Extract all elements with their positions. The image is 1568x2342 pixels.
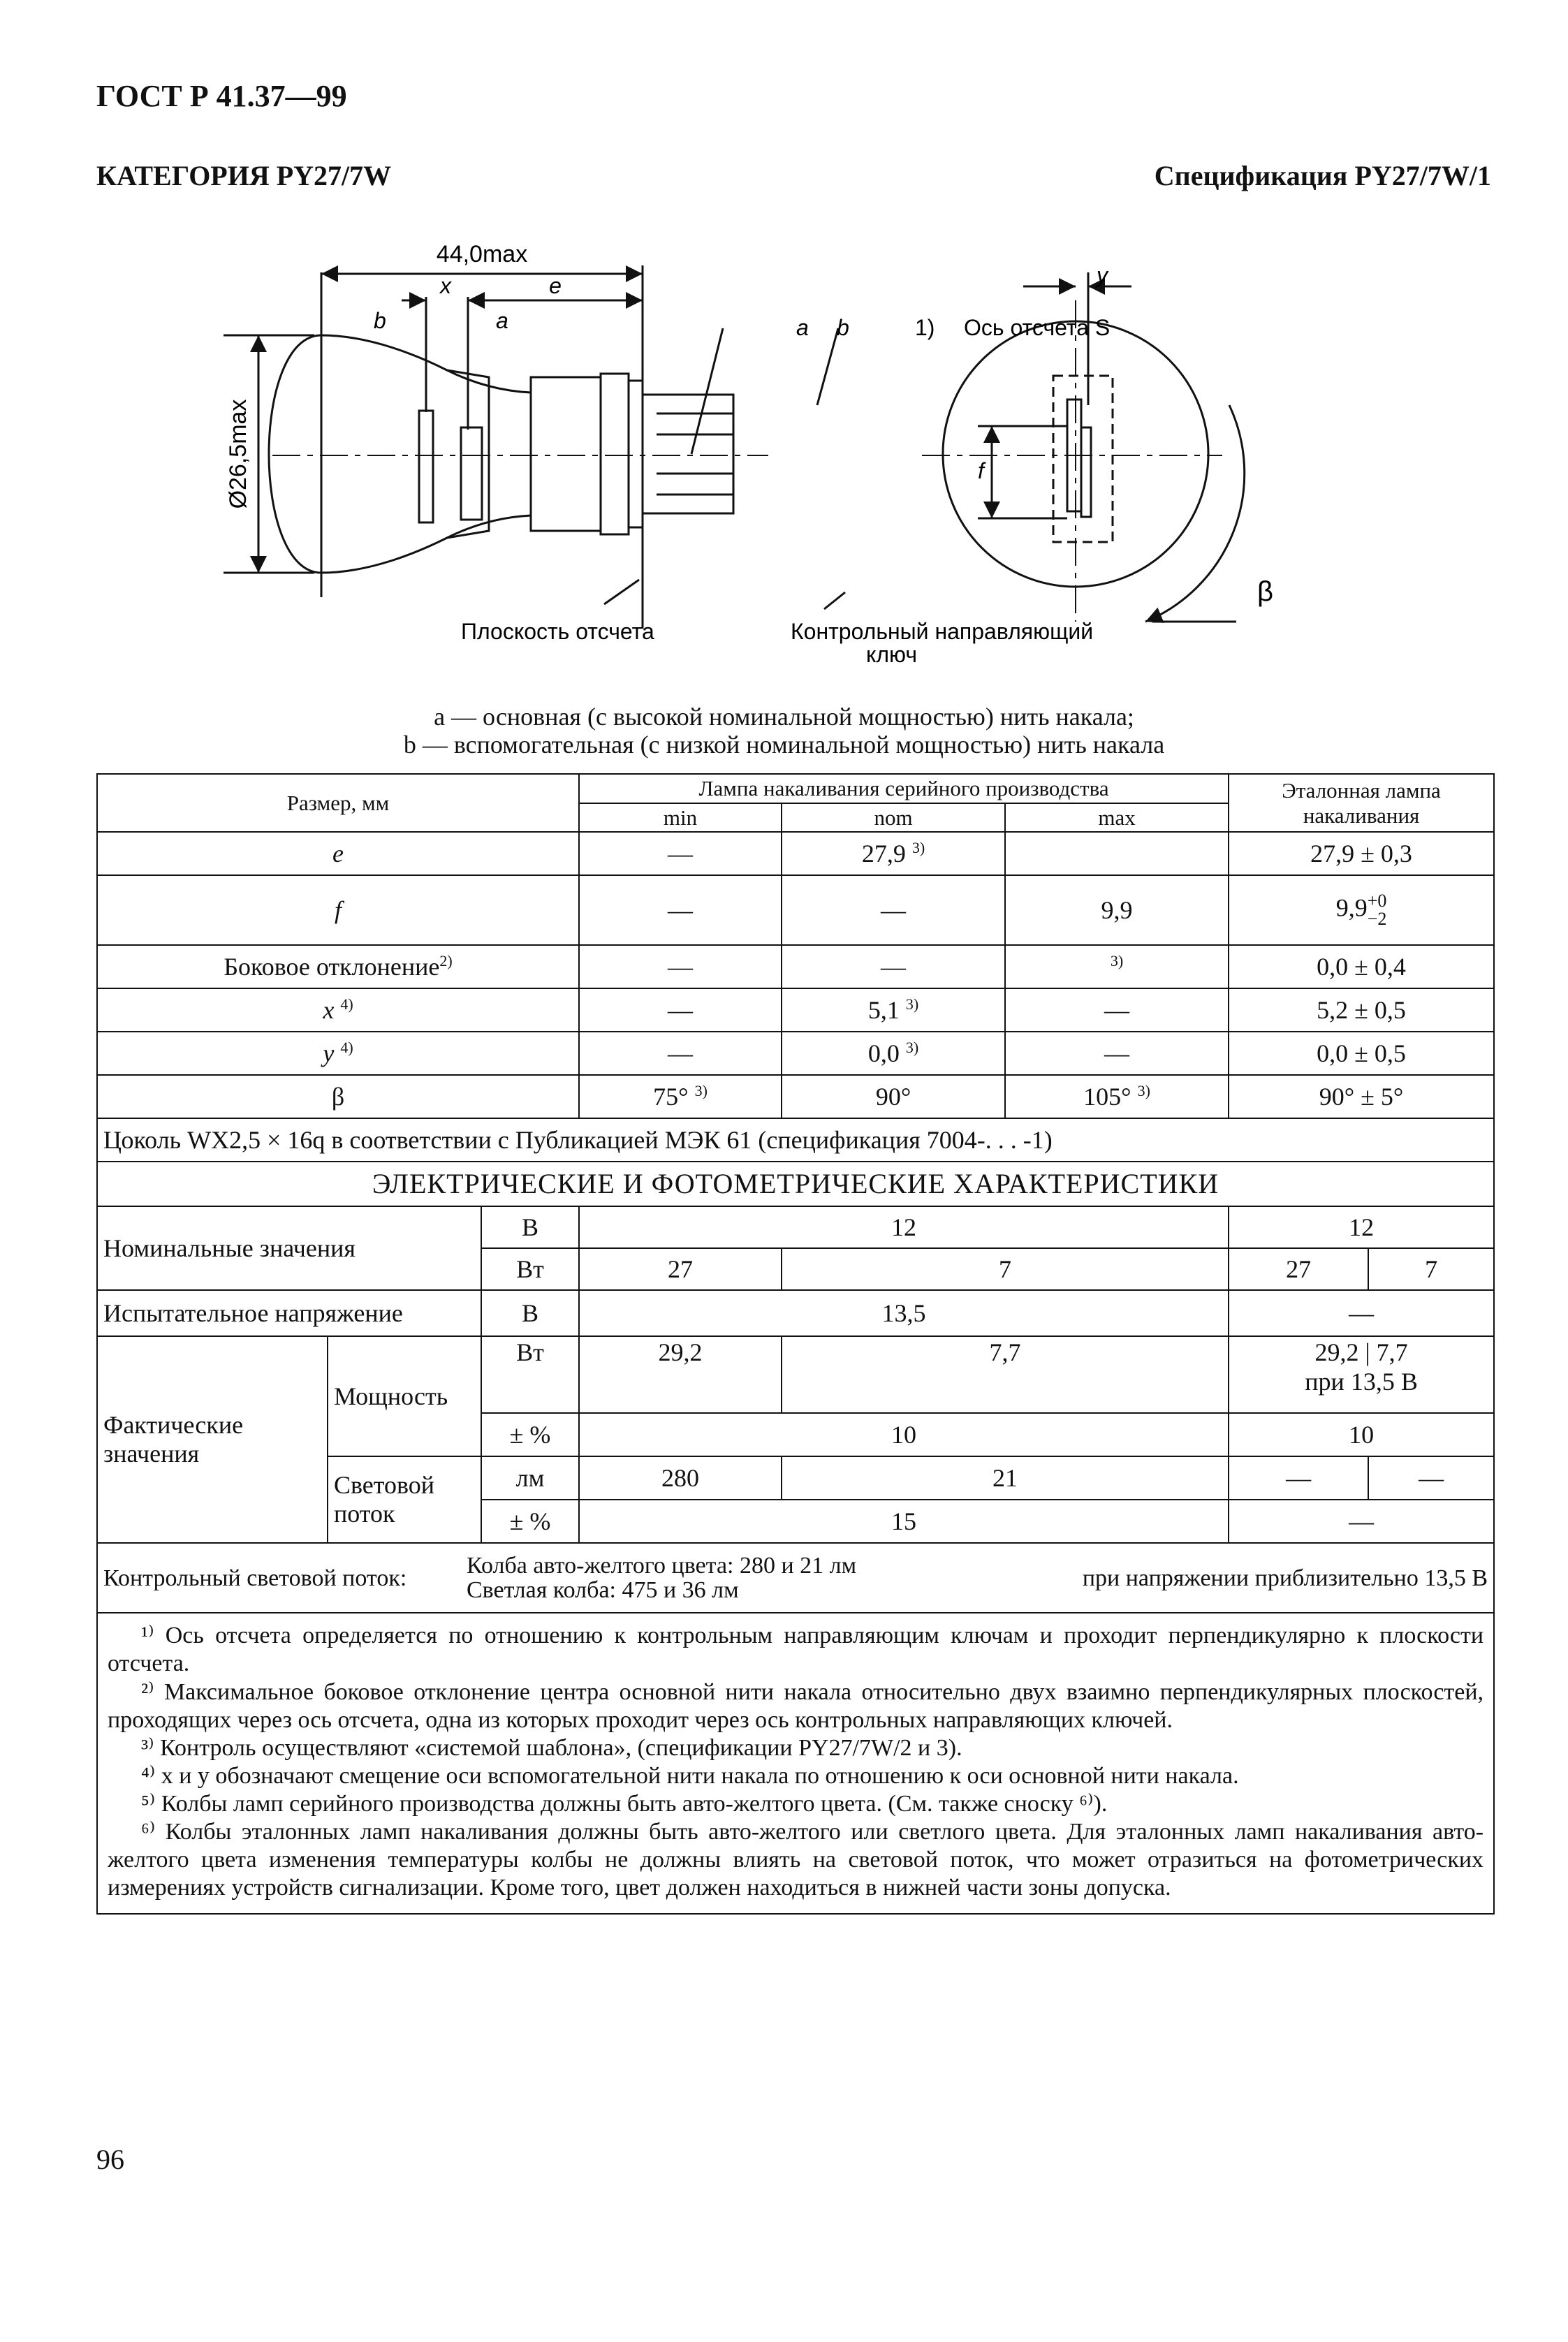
nominal-label: Номинальные значения xyxy=(97,1206,481,1290)
dim-nom: 27,9 xyxy=(861,840,906,868)
table-row xyxy=(97,832,1494,875)
actual-values-label: Фактические значения xyxy=(97,1336,328,1543)
filament-a-label: a xyxy=(496,308,508,333)
dim-diameter-label: Ø26,5max xyxy=(225,399,251,509)
nominal-power-serial-aux: 7 xyxy=(782,1248,1229,1290)
note-1-label: 1) xyxy=(915,315,935,340)
dim-ref: 27,9 ± 0,3 xyxy=(1229,832,1494,875)
footnote-ref: 3) xyxy=(1110,952,1124,970)
cap-description: Цоколь WX2,5 × 16q в соответствии с Публикацией МЭК 61 (спецификация 7004-. . . -1) xyxy=(97,1118,1494,1162)
dimension-header: Размер, мм xyxy=(97,774,579,832)
category-title: КАТЕГОРИЯ PY27/7W xyxy=(96,160,392,191)
footnote-3: ³⁾ Контроль осуществляют «системой шаблона», (спецификации PY27/7W/2 и 3). xyxy=(141,1734,962,1761)
control-flux-label: Контрольный световой поток: xyxy=(103,1565,407,1591)
actual-power-ref: 29,2 | 7,7 xyxy=(1314,1338,1408,1367)
specification-title: Спецификация PY27/7W/1 xyxy=(1154,160,1491,191)
footnote-4: ⁴⁾ x и y обозначают смещение оси вспомогательной нити накала по отношению к оси основной нити накала. xyxy=(141,1762,1239,1789)
beta-label: β xyxy=(1257,576,1274,607)
footnote-5: ⁵⁾ Колбы ламп серийного производства должны быть авто-желтого цвета. (См. также сноску ⁶⁾). xyxy=(141,1790,1108,1817)
control-flux-row xyxy=(97,1543,1494,1613)
actual-power-serial-main: 29,2 xyxy=(579,1336,782,1413)
dim-nom: — xyxy=(782,875,1005,945)
footnote-1: ¹⁾ Ось отсчета определяется по отношению к контрольным направляющим ключам и проходит перпендикулярно к плоскости отсчета. xyxy=(108,1623,1484,1677)
filament-b xyxy=(419,411,433,522)
actual-power-serial-aux: 7,7 xyxy=(782,1336,1229,1413)
cap-b-label: b xyxy=(837,315,849,340)
dim-max: 105° xyxy=(1083,1083,1131,1111)
dim-ref: 90° ± 5° xyxy=(1229,1075,1494,1118)
table-row xyxy=(97,988,1494,1032)
dim-ref: 9,9 xyxy=(1335,893,1368,922)
footnote-ref: 3) xyxy=(1137,1082,1150,1100)
dim-name: e xyxy=(332,839,344,868)
footnote-ref: 3) xyxy=(905,1039,919,1057)
test-voltage-serial: 13,5 xyxy=(579,1290,1229,1336)
flux-tolerance-serial: 15 xyxy=(579,1500,1229,1543)
dim-min: — xyxy=(579,832,782,875)
bulb-outline xyxy=(269,335,489,573)
dim-y-label: y xyxy=(1097,263,1108,288)
dim-ref: 0,0 ± 0,4 xyxy=(1229,945,1494,988)
key-label: Контрольный направляющий xyxy=(791,619,1094,644)
filament-a xyxy=(461,427,482,520)
control-flux-clear: Светлая колба: 475 и 36 лм xyxy=(467,1577,739,1604)
unit-cell: лм xyxy=(481,1456,579,1500)
actual-flux-serial-aux: 21 xyxy=(782,1456,1229,1500)
cap-row xyxy=(97,1118,1494,1162)
unit-cell: ± % xyxy=(481,1500,579,1543)
nominal-power-ref-main: 27 xyxy=(1229,1248,1368,1290)
dim-min: — xyxy=(579,875,782,945)
key-label-cont: ключ xyxy=(866,642,917,667)
dim-name: f xyxy=(335,895,342,924)
footnote-2: ²⁾ Максимальное боковое отклонение центра основной нити накала относительно двух взаимно перпендикулярных плоскостей, проходящих через ось отсчета, одна из которых проходит через ось контрольных направляющих ключей. xyxy=(108,1678,1484,1733)
dim-max: 9,9 xyxy=(1005,875,1229,945)
col-min: min xyxy=(579,803,782,833)
dim-f-label: f xyxy=(978,458,984,483)
power-tolerance-serial: 10 xyxy=(579,1413,1229,1456)
tolerance-stack: +0 −2 xyxy=(1367,891,1387,930)
unit-cell: ± % xyxy=(481,1413,579,1456)
table-row xyxy=(97,1032,1494,1075)
notes-row xyxy=(97,1613,1494,1914)
table-row xyxy=(97,945,1494,988)
actual-power-ref-condition: при 13,5 В xyxy=(1305,1367,1418,1396)
dim-max: — xyxy=(1005,1032,1229,1075)
table-row xyxy=(97,875,1494,945)
dim-nom: 0,0 xyxy=(867,1039,900,1068)
actual-flux-serial-main: 280 xyxy=(579,1456,782,1500)
page-number: 96 xyxy=(96,2144,124,2175)
unit-cell: В xyxy=(481,1206,579,1248)
test-voltage-ref: — xyxy=(1229,1290,1494,1336)
footnotes xyxy=(97,1613,1494,1914)
control-flux-condition: при напряжении приблизительно 13,5 В xyxy=(1082,1565,1488,1591)
dim-max xyxy=(1005,832,1229,875)
footnote-ref: 2) xyxy=(439,952,453,970)
nominal-power-serial-main: 27 xyxy=(579,1248,782,1290)
table-row xyxy=(97,1336,1494,1413)
nominal-voltage-ref: 12 xyxy=(1229,1206,1494,1248)
col-max: max xyxy=(1005,803,1229,833)
ref-plane-label: Плоскость отсчета xyxy=(461,619,654,644)
power-label: Мощность xyxy=(328,1336,481,1456)
dim-min: — xyxy=(579,1032,782,1075)
actual-flux-ref-main: — xyxy=(1229,1456,1368,1500)
control-flux-layout xyxy=(103,1553,1488,1603)
dim-max: — xyxy=(1005,988,1229,1032)
unit-cell: В xyxy=(481,1290,579,1336)
dim-min: — xyxy=(579,988,782,1032)
legend-filament-b: b — вспомогательная (с низкой номинальной мощностью) нить накала xyxy=(403,731,1165,759)
test-voltage-label: Испытательное напряжение xyxy=(97,1290,481,1336)
footnote-ref: 3) xyxy=(694,1082,708,1100)
section-title: ЭЛЕКТРИЧЕСКИЕ И ФОТОМЕТРИЧЕСКИЕ ХАРАКТЕРИСТИКИ xyxy=(97,1162,1494,1206)
flux-tolerance-ref: — xyxy=(1229,1500,1494,1543)
col-nom: nom xyxy=(782,803,1005,833)
control-flux-yellow: Колба авто-желтого цвета: 280 и 21 лм xyxy=(467,1552,857,1579)
section-row xyxy=(97,1162,1494,1206)
unit-cell: Вт xyxy=(481,1248,579,1290)
footnote-ref: 3) xyxy=(911,839,925,857)
dim-name: x xyxy=(323,996,335,1025)
actual-flux-ref-aux: — xyxy=(1368,1456,1494,1500)
table-row xyxy=(97,1206,1494,1248)
dim-name: Боковое отклонение xyxy=(224,953,440,981)
lamp-drawing xyxy=(210,230,1439,678)
legend-filament-a: a — основная (с высокой номинальной мощностью) нить накала; xyxy=(434,703,1134,731)
specification-table xyxy=(96,773,1495,1915)
footnote-ref: 4) xyxy=(340,995,353,1013)
nominal-power-ref-aux: 7 xyxy=(1368,1248,1494,1290)
cap-a-label: a xyxy=(796,315,809,340)
nominal-voltage-serial: 12 xyxy=(579,1206,1229,1248)
footnote-ref: 4) xyxy=(340,1039,353,1057)
dim-name: y xyxy=(323,1039,335,1068)
axis-label: Ось отсчета S xyxy=(964,315,1111,340)
reference-lamp-header: Эталонная лампа накаливания xyxy=(1229,774,1494,832)
lamp-cap xyxy=(531,377,601,531)
unit-cell: Вт xyxy=(481,1336,579,1413)
dim-ref: 5,2 ± 0,5 xyxy=(1229,988,1494,1032)
dim-e-label: e xyxy=(549,273,562,298)
power-tolerance-ref: 10 xyxy=(1229,1413,1494,1456)
dim-nom: — xyxy=(782,945,1005,988)
dim-length-label: 44,0max xyxy=(436,241,528,268)
dim-min: — xyxy=(579,945,782,988)
dim-nom: 90° xyxy=(782,1075,1005,1118)
table-row xyxy=(97,1290,1494,1336)
document-code: ГОСТ Р 41.37—99 xyxy=(96,79,347,113)
dim-x-label: x xyxy=(440,273,451,298)
footnote-ref: 3) xyxy=(905,995,919,1013)
footnote-6: ⁶⁾ Колбы эталонных ламп накаливания должны быть авто-желтого или светлого цвета. Для эталонных ламп накаливания авто-желтого цвета изменения температуры колбы не должны влиять на световой поток, что может отразиться на фотометрических измерениях устройств сигнализации. Кроме того, цвет должен находиться в нижней части зоны допуска. xyxy=(108,1819,1484,1901)
table-header-row xyxy=(97,774,1494,803)
table-row xyxy=(97,1075,1494,1118)
dim-ref: 0,0 ± 0,5 xyxy=(1229,1032,1494,1075)
dim-nom: 5,1 xyxy=(867,996,900,1025)
serial-lamp-header: Лампа накаливания серийного производства xyxy=(579,774,1229,803)
flux-label: Световой поток xyxy=(328,1456,481,1543)
dim-name: β xyxy=(97,1075,579,1118)
dim-min: 75° xyxy=(653,1083,689,1111)
filament-b-label: b xyxy=(374,308,386,333)
